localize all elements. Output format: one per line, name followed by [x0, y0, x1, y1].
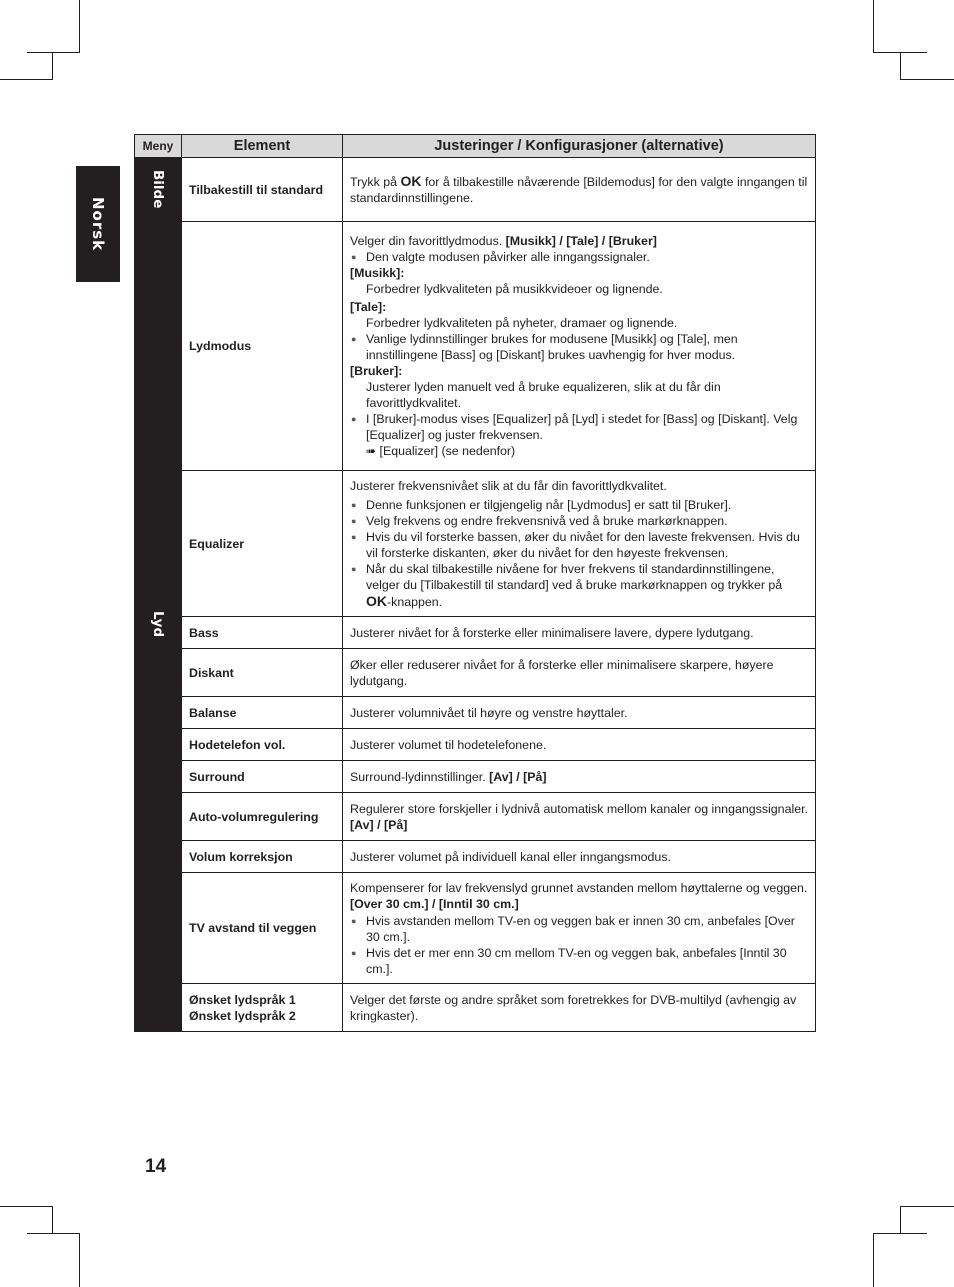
list-item: ● Velg frekvens og endre frekvensnivå ved å bruke markørknappen.	[350, 513, 808, 529]
crop-mark	[52, 52, 53, 80]
header-element: Element	[182, 135, 343, 158]
page-number: 14	[145, 1156, 167, 1177]
arrow-right-icon: ➠	[366, 444, 377, 458]
crop-mark	[873, 1233, 874, 1287]
header-menu: Meny	[135, 135, 182, 158]
list-item: ● Når du skal tilbakestille nivåene for hver frekvens til standardinnstillingene, velger du [Tilbakestill til standard] ved å bruke markørknappen og trykker på OK-knappen.	[350, 561, 808, 610]
table-header-row	[135, 135, 816, 158]
element-cell: Diskant	[182, 649, 343, 697]
description-cell: Justerer volumet til hodetelefonene.	[343, 729, 816, 761]
element-cell: Surround	[182, 761, 343, 793]
crop-mark	[0, 1206, 53, 1207]
element-cell: Balanse	[182, 697, 343, 729]
crop-mark	[873, 0, 874, 52]
crop-mark	[873, 1233, 927, 1234]
ok-button-glyph: OK	[366, 592, 387, 609]
crop-mark	[900, 79, 954, 80]
list-item: ● Hvis det er mer enn 30 cm mellom TV-en og veggen bak, anbefales [Inntil 30 cm.].	[350, 945, 808, 977]
element-line: Ønsket lydspråk 1	[189, 992, 296, 1007]
table-row	[135, 471, 816, 617]
menu-sound	[135, 222, 182, 1032]
description-cell: Surround-lydinnstillinger. [Av] / [På]	[343, 761, 816, 793]
description-cell: Velger din favorittlydmodus. [Musikk] / [Tale] / [Bruker] ● Den valgte modusen påvirker alle inngangssignaler. [Musikk]: Forbedrer lydkvaliteten på musikkvideoer og lignende. [Tale]: Forbedrer lydkvaliteten på nyheter, dramaer og lignende. ● Vanlige lydinnstillinger brukes for modusene [Musikk] og [Tale], men innstillingene [Bass] og [Diskant] brukes uavhengig for hver modus. [Bruker]: Justerer lyden manuelt ved å bruke equalizeren, slik at du får din favorittlydkvalitet. ● I [Bruker]-modus vises [Equalizer] på [Lyd] i stedet for [Bass] og [Diskant]. Velg [Equalizer] og juster frekvensen. ➠ [Equalizer] (se nedenfor)	[343, 222, 816, 471]
description-cell: Justerer nivået for å forsterke eller minimalisere lavere, dypere lydutgang.	[343, 617, 816, 649]
element-cell: Auto-volumregulering	[182, 793, 343, 841]
description-cell: Trykk på OK for å tilbakestille nåværende [Bildemodus] for den valgte inngangen til standardinnstillingene.	[343, 158, 816, 222]
list-item: ● Hvis du vil forsterke bassen, øker du nivået for den laveste frekvensen. Hvis du vil forsterke diskanten, øker du nivået for den høyeste frekvensen.	[350, 529, 808, 561]
table-row	[135, 873, 816, 984]
element-cell: Volum korreksjon	[182, 841, 343, 873]
list-item: ● Hvis avstanden mellom TV-en og veggen bak er innen 30 cm, anbefales [Over 30 cm.].	[350, 913, 808, 945]
description-cell: Justerer frekvensnivået slik at du får din favorittlydkvalitet. ● Denne funksjonen er tilgjengelig når [Lydmodus] er satt til [Bruker]. ● Velg frekvens og endre frekvensnivå ved å bruke markørknappen. ● Hvis du vil forsterke bassen, øker du nivået for den laveste frekvensen. Hvis du vil forsterke diskanten, øker du nivået for den høyeste frekvensen. ● Når du skal tilbakestille nivåene for hver frekvens til standardinnstillingene, velger du [Tilbakestill til standard] ved å bruke markørknappen og trykker på OK-knappen.	[343, 471, 816, 617]
element-cell: Hodetelefon vol.	[182, 729, 343, 761]
table-row	[135, 729, 816, 761]
language-tab	[76, 166, 120, 282]
menu-picture-label: Bilde	[150, 170, 166, 209]
list-item: ● Denne funksjonen er tilgjengelig når [Lydmodus] er satt til [Bruker].	[350, 497, 808, 513]
table-row	[135, 984, 816, 1032]
element-cell: Equalizer	[182, 471, 343, 617]
menu-sound-label: Lyd	[150, 611, 166, 638]
description-cell: Justerer volumnivået til høyre og venstre høyttaler.	[343, 697, 816, 729]
crop-mark	[79, 0, 80, 52]
description-cell: Regulerer store forskjeller i lydnivå automatisk mellom kanaler og inngangssignaler. [Av] / [På]	[343, 793, 816, 841]
crop-mark	[900, 52, 901, 80]
crop-mark	[27, 52, 80, 53]
element-cell: Tilbakestill til standard	[182, 158, 343, 222]
table-row	[135, 649, 816, 697]
table-row	[135, 158, 816, 222]
menu-picture	[135, 158, 182, 222]
element-cell: Bass	[182, 617, 343, 649]
description-cell: Øker eller reduserer nivået for å forsterke eller minimalisere skarpere, høyere lydutgang.	[343, 649, 816, 697]
crop-mark	[79, 1233, 80, 1287]
settings-table	[134, 134, 816, 1032]
crop-mark	[52, 1206, 53, 1233]
crop-mark	[27, 1233, 80, 1234]
crop-mark	[900, 1206, 901, 1233]
table-row	[135, 841, 816, 873]
description-cell: Velger det første og andre språket som foretrekkes for DVB-multilyd (avhengig av kringkaster).	[343, 984, 816, 1032]
table-row	[135, 793, 816, 841]
table-row	[135, 761, 816, 793]
crop-mark	[0, 79, 53, 80]
element-cell: TV avstand til veggen	[182, 873, 343, 984]
table-row	[135, 617, 816, 649]
description-cell: Justerer volumet på individuell kanal eller inngangsmodus.	[343, 841, 816, 873]
header-adjustments: Justeringer / Konfigurasjoner (alternative)	[343, 135, 816, 158]
element-line: Ønsket lydspråk 2	[189, 1008, 296, 1023]
element-cell: Lydmodus	[182, 222, 343, 471]
description-cell: Kompenserer for lav frekvenslyd grunnet avstanden mellom høyttalerne og veggen. [Over 30 cm.] / [Inntil 30 cm.] ● Hvis avstanden mellom TV-en og veggen bak er innen 30 cm, anbefales [Over 30 cm.]. ● Hvis det er mer enn 30 cm mellom TV-en og veggen bak, anbefales [Inntil 30 cm.].	[343, 873, 816, 984]
ok-button-glyph: OK	[400, 173, 422, 189]
list-item: ● Den valgte modusen påvirker alle inngangssignaler.	[350, 249, 808, 265]
list-item: ● Vanlige lydinnstillinger brukes for modusene [Musikk] og [Tale], men innstillingene [Bass] og [Diskant] brukes uavhengig for hver modus.	[350, 331, 808, 363]
crop-mark	[900, 1206, 954, 1207]
table-row	[135, 697, 816, 729]
list-item: ● I [Bruker]-modus vises [Equalizer] på [Lyd] i stedet for [Bass] og [Diskant]. Velg [Equalizer] og juster frekvensen.	[350, 411, 808, 443]
element-cell	[182, 984, 343, 1032]
language-tab-label: Norsk	[89, 196, 107, 252]
table-row	[135, 222, 816, 471]
